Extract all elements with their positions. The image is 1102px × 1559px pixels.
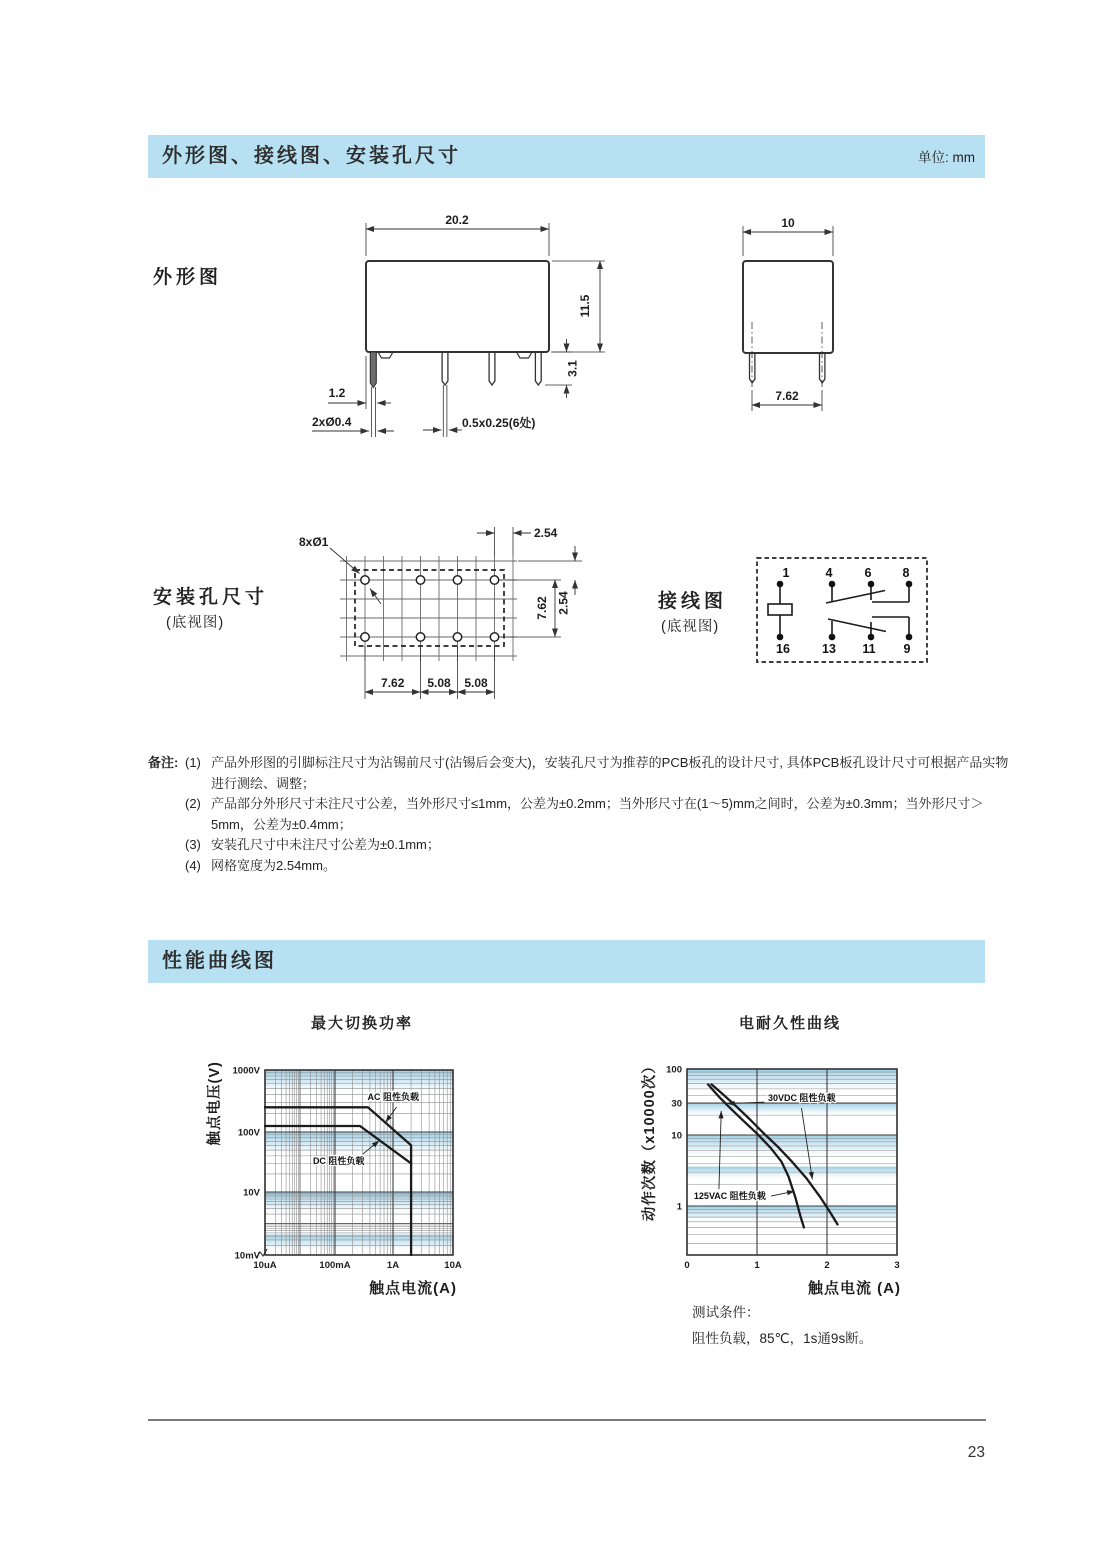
- svg-text:1A: 1A: [386, 1260, 400, 1271]
- electrical-endurance-chart: [630, 1050, 960, 1307]
- coil-symbol: [768, 587, 792, 634]
- svg-text:10: 10: [781, 216, 795, 230]
- svg-text:6: 6: [864, 566, 872, 580]
- note-item: (1) 产品外形图的引脚标注尺寸为沾锡前尺寸(沾锡后会变大)，安装孔尺寸为推荐的PCB板孔的设计尺寸, 具体PCB板孔设计尺寸可根据产品实物进行测绘、调整；: [185, 755, 1009, 791]
- curve-annotation: 125VAC 阻性负载: [693, 1191, 766, 1202]
- svg-text:0.5x0.25(6处): 0.5x0.25(6处): [462, 416, 536, 430]
- svg-text:2.54: 2.54: [534, 526, 558, 540]
- svg-text:9: 9: [903, 642, 911, 656]
- svg-text:2xØ0.4: 2xØ0.4: [312, 415, 352, 429]
- svg-text:10A: 10A: [444, 1260, 462, 1271]
- svg-text:10: 10: [671, 1130, 682, 1142]
- test-conditions: [692, 1300, 992, 1352]
- side-view-dimensions: [743, 216, 833, 411]
- mounting-holes-dimensions: [299, 526, 582, 699]
- note-item: (3) 安装孔尺寸中未注尺寸公差为±0.1mm；: [185, 837, 440, 852]
- svg-text:8: 8: [902, 566, 910, 580]
- svg-text:3.1: 3.1: [565, 360, 580, 377]
- svg-text:100mA: 100mA: [319, 1260, 351, 1271]
- wiring-diagram-label: 接线图: [658, 591, 728, 612]
- section-header-curves: [148, 940, 985, 983]
- svg-text:10V: 10V: [243, 1187, 260, 1199]
- technical-drawings-svg: [140, 195, 1010, 730]
- svg-text:100: 100: [666, 1064, 682, 1076]
- x-axis-title: 触点电流 (A): [808, 1280, 901, 1297]
- notes-label: 备注:: [148, 755, 179, 770]
- svg-text:10uA: 10uA: [253, 1260, 277, 1271]
- svg-text:4: 4: [825, 566, 833, 580]
- chart-title-right: 电耐久性曲线: [738, 1015, 841, 1032]
- curve-annotation: 30VDC 阻性负载: [768, 1092, 836, 1103]
- pin-dots: [777, 581, 913, 641]
- svg-text:3: 3: [894, 1260, 900, 1271]
- svg-text:8xØ1: 8xØ1: [299, 535, 329, 549]
- svg-text:30: 30: [671, 1098, 682, 1110]
- note-item: (2) 产品部分外形尺寸未注尺寸公差，当外形尺寸≤1mm，公差为±0.2mm；当外形尺寸在(1～5)mm之间时，公差为±0.3mm；当外形尺寸＞5mm，公差为±0.4mm；: [185, 796, 984, 832]
- mounting-holes-drawing: [340, 556, 517, 661]
- svg-text:11: 11: [862, 642, 876, 656]
- svg-text:10mV: 10mV: [234, 1250, 260, 1262]
- outline-drawing-label: 外形图: [153, 267, 223, 288]
- svg-text:7.62: 7.62: [775, 389, 799, 403]
- svg-text:1: 1: [754, 1260, 760, 1271]
- section-title: 性能曲线图: [162, 950, 277, 972]
- max-switching-power-chart: [195, 1050, 480, 1307]
- test-conditions-title: 测试条件：: [692, 1305, 760, 1320]
- curve-annotation: AC 阻性负载: [367, 1091, 419, 1102]
- footer-rule: [148, 1419, 986, 1421]
- page-number: 23: [967, 1444, 985, 1461]
- chart-title-left: 最大切换功率: [310, 1015, 413, 1032]
- svg-text:20.2: 20.2: [445, 213, 469, 227]
- notes-block: [148, 753, 1014, 876]
- svg-text:7.62: 7.62: [381, 676, 405, 690]
- svg-text:5.08: 5.08: [464, 676, 488, 690]
- mounting-holes-sublabel: (底视图): [166, 615, 225, 631]
- svg-text:0: 0: [684, 1260, 690, 1271]
- section-title: 外形图、接线图、安装孔尺寸: [162, 145, 461, 167]
- svg-text:5.08: 5.08: [427, 676, 451, 690]
- svg-text:1000V: 1000V: [232, 1065, 260, 1077]
- svg-text:7.62: 7.62: [535, 596, 549, 620]
- curve-annotation: DC 阻性负载: [312, 1155, 365, 1166]
- chart-svg: [630, 1050, 960, 1302]
- x-axis-title: 触点电流(A): [369, 1280, 457, 1297]
- y-axis-title: 动作次数（x10000次）: [642, 1058, 658, 1222]
- test-conditions-text: 阻性负载，85℃，1s通9s断。: [692, 1331, 873, 1346]
- pin-numbers: [776, 566, 910, 656]
- section-header-dimensions: [148, 135, 985, 178]
- front-view-dimensions: [312, 213, 605, 431]
- wiring-diagram-sublabel: (底视图): [661, 619, 720, 635]
- svg-text:16: 16: [776, 642, 790, 656]
- y-axis-title: 触点电压(V): [207, 1061, 223, 1146]
- relay-front-view: [366, 261, 549, 437]
- note-item: (4) 网格宽度为2.54mm。: [185, 857, 336, 873]
- contact-symbols: [826, 587, 909, 635]
- relay-side-view: [743, 261, 833, 388]
- svg-text:11.5: 11.5: [578, 294, 592, 318]
- svg-text:2: 2: [824, 1260, 830, 1271]
- svg-text:1: 1: [782, 566, 790, 580]
- svg-text:100V: 100V: [237, 1127, 260, 1139]
- chart-svg: [195, 1050, 480, 1302]
- wiring-diagram: [757, 558, 927, 662]
- svg-text:1.2: 1.2: [328, 386, 346, 400]
- svg-text:1: 1: [676, 1201, 682, 1213]
- unit-note: 单位: mm: [918, 150, 975, 165]
- svg-text:13: 13: [822, 642, 836, 656]
- mounting-holes-label: 安装孔尺寸: [153, 587, 269, 608]
- svg-text:2.54: 2.54: [556, 591, 571, 615]
